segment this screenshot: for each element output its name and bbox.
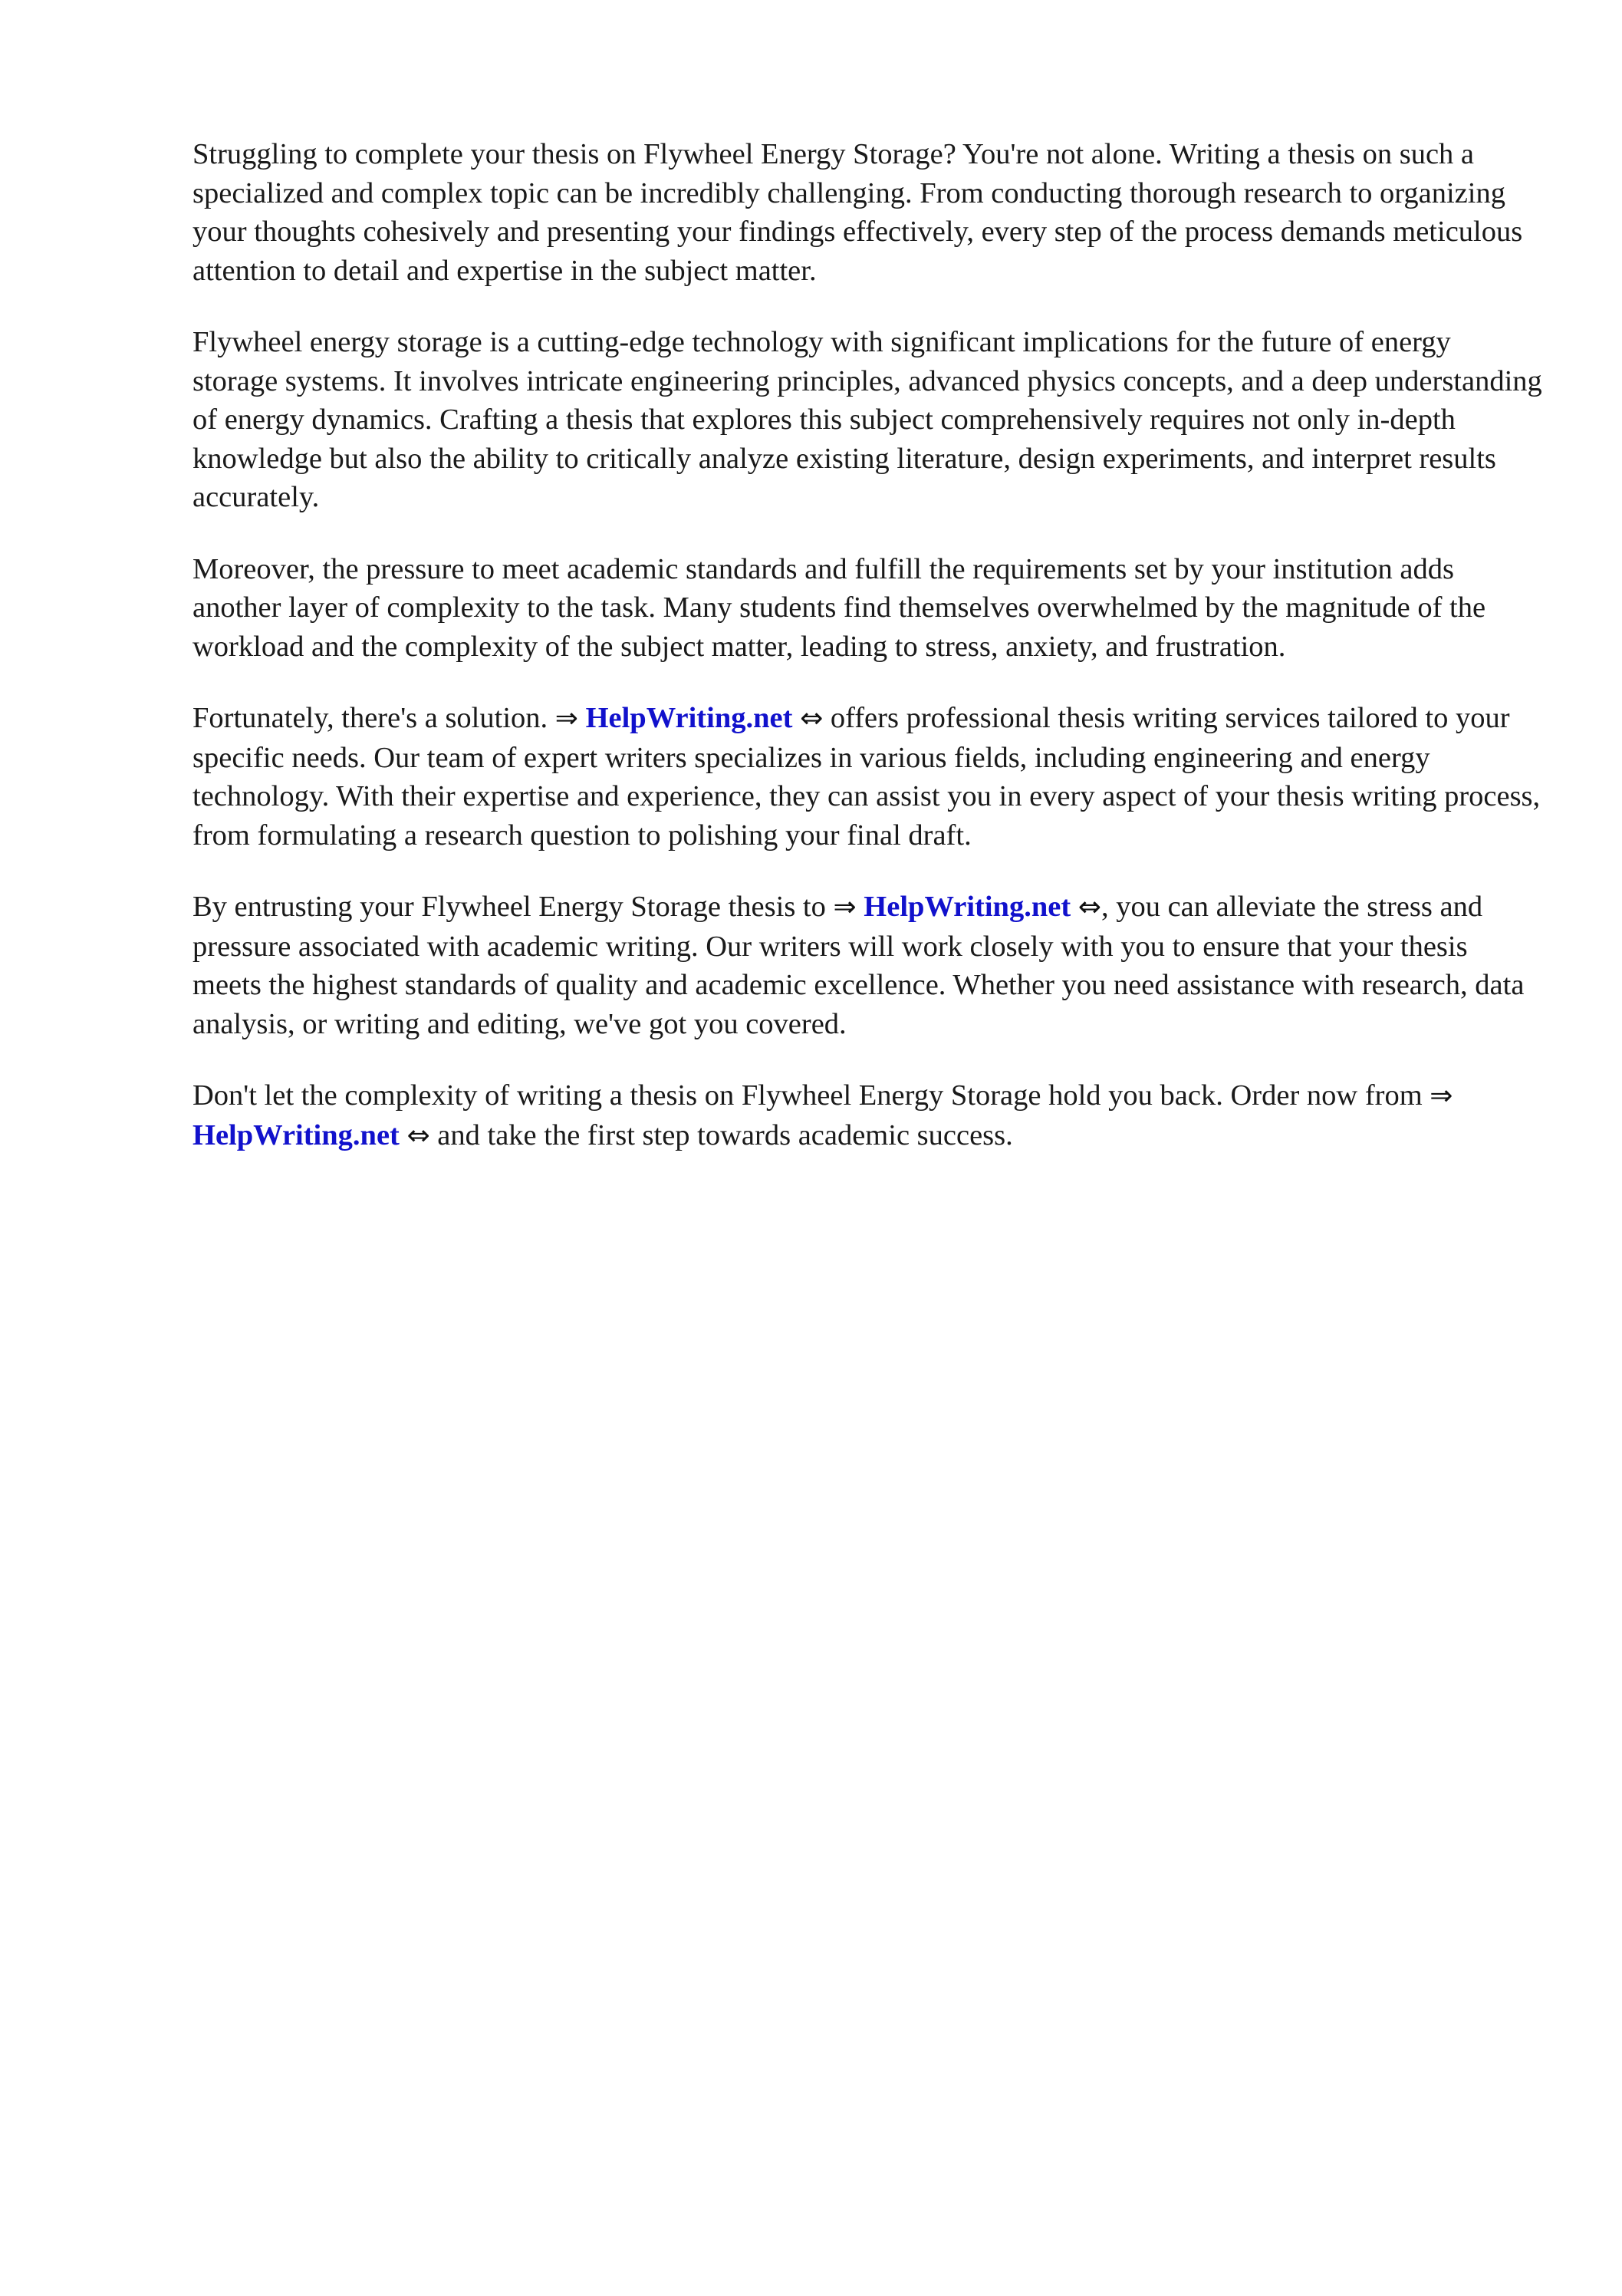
paragraph-solution <box>192 699 1542 855</box>
helpwriting-link[interactable]: HelpWriting.net <box>192 1118 400 1151</box>
left-right-double-arrow-icon: ⇔ <box>1077 891 1101 923</box>
paragraph-entrusting <box>192 888 1542 1043</box>
paragraph-solution-text-before: Fortunately, there's a solution. <box>192 702 555 734</box>
paragraph-solution-text-after: offers professional thesis writing services tailored to your specific needs. Our team of expert writers specializes in various fields, including engineering and energy technology. With their expertise and experience, they can assist you in every aspect of your thesis writing process, from formulating a research question to polishing your final draft. <box>192 702 1541 852</box>
left-right-double-arrow-icon: ⇔ <box>406 1119 430 1151</box>
paragraph-entrusting-text-after: , you can alleviate the stress and pressure associated with academic writing. Our writers will work closely with you to ensure that your thesis meets the highest standards of quality and academic excellence. Whether you need assistance with research, data analysis, or writing and editing, we've got you covered. <box>192 891 1525 1040</box>
document-page <box>192 135 1542 1188</box>
left-right-double-arrow-icon: ⇔ <box>800 703 824 734</box>
helpwriting-link[interactable]: HelpWriting.net <box>585 702 793 734</box>
paragraph-flywheel-technology: Flywheel energy storage is a cutting-edge technology with significant implications for the future of energy storage systems. It involves intricate engineering principles, advanced physics concepts, and a deep understanding of energy dynamics. Crafting a thesis that explores this subject comprehensively requires not only in-depth knowledge but also the ability to critically analyze existing literature, design experiments, and interpret results accurately. <box>192 326 1542 513</box>
paragraph-cta-text-before: Don't let the complexity of writing a thesis on Flywheel Energy Storage hold you back. Order now from <box>192 1079 1430 1112</box>
paragraph-intro: Struggling to complete your thesis on Flywheel Energy Storage? You're not alone. Writing a thesis on such a specialized and complex topic can be incredibly challenging. From conducting thorough research to organizing your thoughts cohesively and presenting your findings effectively, every step of the process demands meticulous attention to detail and expertise in the subject matter. <box>192 138 1523 287</box>
paragraph-call-to-action <box>192 1076 1542 1155</box>
paragraph-academic-pressure: Moreover, the pressure to meet academic standards and fulfill the requirements set by your institution adds another layer of complexity to the task. Many students find themselves overwhelmed by the magnitude of the workload and the complexity of the subject matter, leading to stress, anxiety, and frustration. <box>192 552 1486 663</box>
helpwriting-link[interactable]: HelpWriting.net <box>864 891 1071 923</box>
right-double-arrow-icon: ⇒ <box>1430 1080 1453 1112</box>
right-double-arrow-icon: ⇒ <box>554 703 578 734</box>
paragraph-entrusting-text-before: By entrusting your Flywheel Energy Storage thesis to <box>192 891 834 923</box>
paragraph-cta-text-after: and take the first step towards academic success. <box>429 1118 1013 1151</box>
right-double-arrow-icon: ⇒ <box>833 891 857 923</box>
